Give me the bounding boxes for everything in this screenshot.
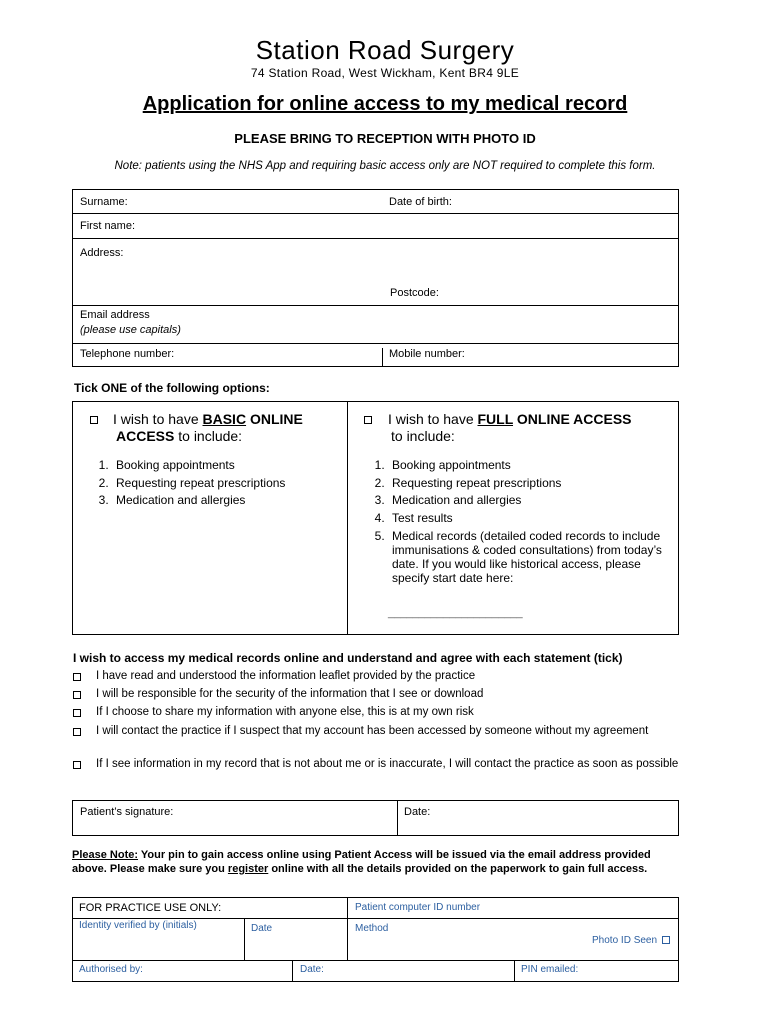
list-item: 1. Booking appointments — [112, 457, 338, 475]
list-item: 3. Medication and allergies — [112, 492, 338, 510]
patient-signature-field[interactable]: Patient’s signature: — [80, 806, 174, 818]
patient-id-field[interactable]: Patient computer ID number — [355, 902, 481, 913]
identity-verified-field[interactable]: Identity verified by (initials) — [79, 920, 197, 931]
full-access-checkbox[interactable] — [364, 416, 372, 424]
first-name-field[interactable]: First name: — [80, 220, 136, 232]
statement-checkbox[interactable] — [73, 673, 81, 681]
postcode-field[interactable]: Postcode: — [390, 287, 439, 299]
surname-field[interactable]: Surname: — [80, 196, 128, 208]
historical-date-field[interactable]: ______________________ — [388, 607, 523, 619]
statement-item[interactable]: I have read and understood the information leaflet provided by the practice — [73, 669, 708, 684]
statement-checkbox[interactable] — [73, 761, 81, 769]
telephone-field[interactable]: Telephone number: — [80, 348, 175, 360]
email-hint: (please use capitals) — [80, 324, 181, 336]
photo-id-seen[interactable]: Photo ID Seen — [592, 935, 670, 946]
statement-checkbox[interactable] — [73, 728, 81, 736]
address-field[interactable]: Address: — [80, 247, 124, 259]
statement-checkbox[interactable] — [73, 709, 81, 717]
for-practice-label: FOR PRACTICE USE ONLY: — [79, 902, 222, 914]
page-subtitle: PLEASE BRING TO RECEPTION WITH PHOTO ID — [234, 131, 536, 146]
page-title: Application for online access to my medical record — [142, 93, 628, 115]
signature-date-field[interactable]: Date: — [404, 806, 431, 818]
list-item: 4. Test results — [388, 510, 664, 528]
statement-checkbox[interactable] — [73, 691, 81, 699]
basic-access-list — [88, 457, 338, 510]
nhs-app-note: Note: patients using the NHS App and requiring basic access only are NOT required to complete this form. — [114, 160, 656, 172]
register-link[interactable]: register — [227, 863, 269, 875]
options-heading: Tick ONE of the following options: — [74, 381, 270, 395]
full-access-list — [364, 457, 664, 585]
statement-item[interactable]: If I see information in my record that is not about me or is inaccurate, I will contact the practice as soon as possible — [73, 757, 708, 772]
please-note: Please Note: Your pin to gain access online using Patient Access will be issued via the email address provided above. Please make sure you register online with all the details provided on the paperwork to gain full access. — [72, 849, 651, 875]
statements-heading: I wish to access my medical records online and understand and agree with each statement (tick) — [73, 651, 623, 665]
list-item: 3. Medication and allergies — [388, 492, 664, 510]
authorised-date-field[interactable]: Date: — [300, 964, 324, 975]
statement-item[interactable]: I will be responsible for the security of the information that I see or download — [73, 687, 708, 702]
practice-date-field[interactable]: Date — [251, 923, 273, 934]
authorised-by-field[interactable]: Authorised by: — [79, 964, 143, 975]
practice-name: Station Road Surgery — [255, 35, 515, 65]
list-item: 2. Requesting repeat prescriptions — [112, 475, 338, 493]
pin-emailed-field[interactable]: PIN emailed: — [521, 964, 579, 975]
full-access-option[interactable]: I wish to have FULL ONLINE ACCESS to include: — [364, 411, 664, 445]
basic-access-checkbox[interactable] — [90, 416, 98, 424]
personal-details-table — [72, 189, 679, 367]
list-item: 1. Booking appointments — [388, 457, 664, 475]
statement-item[interactable]: If I choose to share my information with anyone else, this is at my own risk — [73, 705, 708, 720]
practice-address: 74 Station Road, West Wickham, Kent BR4 9LE — [250, 66, 520, 80]
list-item: 2. Requesting repeat prescriptions — [388, 475, 664, 493]
dob-field[interactable]: Date of birth: — [389, 196, 452, 208]
basic-access-option[interactable]: I wish to have BASIC ONLINE ACCESS to include: — [90, 411, 340, 445]
email-field[interactable]: Email address — [80, 309, 150, 321]
list-item: 5. Medical records (detailed coded records to include immunisations & coded consultations) from today’s date. If you would like historical access, please specify start date here: — [388, 527, 664, 585]
statement-item[interactable]: I will contact the practice if I suspect that my account has been accessed by someone without my agreement — [73, 724, 708, 739]
method-field[interactable]: Method — [355, 923, 389, 934]
photo-id-checkbox[interactable] — [662, 936, 670, 944]
mobile-field[interactable]: Mobile number: — [389, 348, 465, 360]
